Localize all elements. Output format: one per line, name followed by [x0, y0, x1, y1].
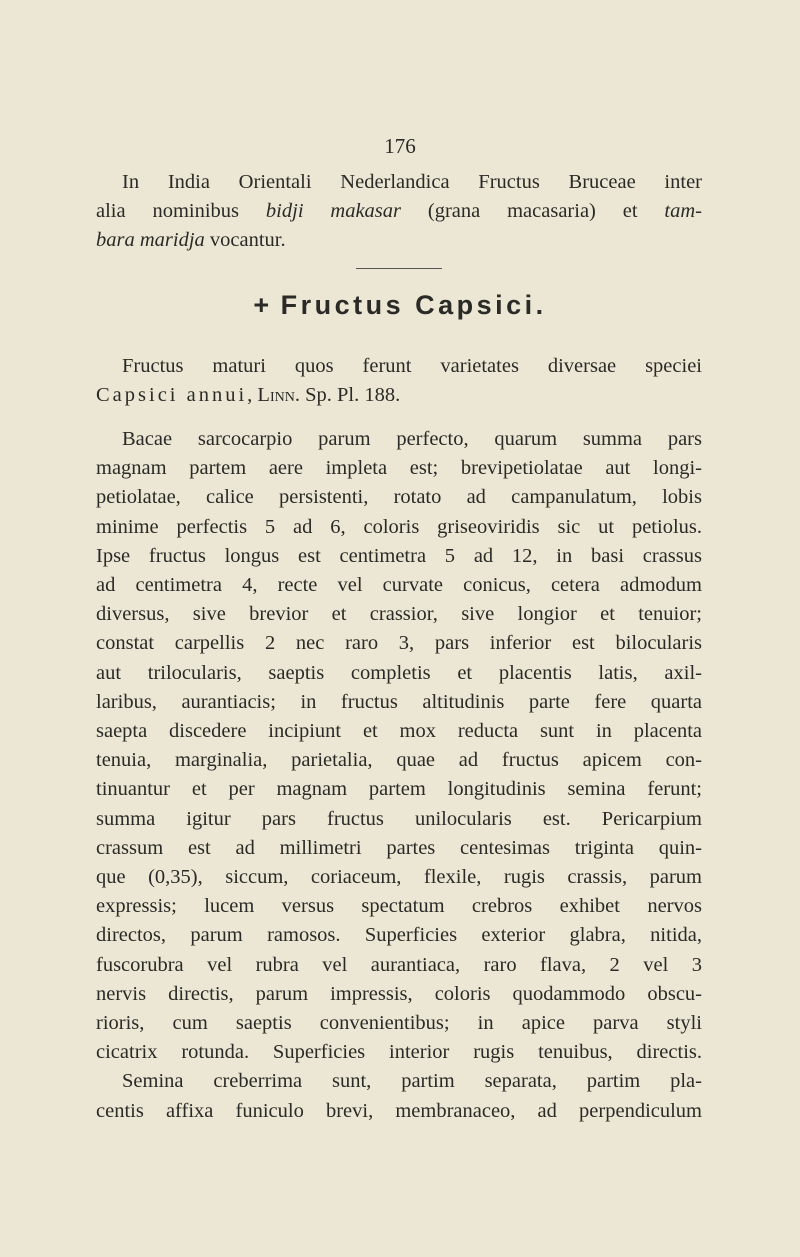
text-segment: bidji makasar	[265, 200, 401, 223]
text-segment: diversus, sive brevior et crassior, sive longior et tenuior;	[96, 603, 702, 626]
text-line	[96, 454, 702, 483]
text-segment: nervis directis, parum impressis, coloris quodammodo obscu-	[96, 982, 702, 1005]
text-segment: ,	[247, 384, 258, 407]
text-segment: Semina creberrima sunt, partim separata, partim pla-	[122, 1070, 702, 1093]
text-line	[96, 892, 702, 921]
section-heading	[0, 290, 800, 321]
text-line	[96, 775, 702, 804]
paragraph-1	[96, 352, 702, 410]
text-line	[96, 1038, 702, 1067]
text-line	[96, 980, 702, 1009]
text-segment: Sp. Pl. 188.	[299, 384, 401, 407]
intro-paragraph	[96, 168, 702, 256]
text-segment: fuscorubra vel rubra vel aurantiaca, raro flava, 2 vel 3	[96, 953, 702, 976]
text-line	[96, 1067, 702, 1096]
text-line	[96, 168, 702, 197]
text-segment: tam-	[664, 200, 702, 223]
text-line	[96, 571, 702, 600]
text-line	[96, 381, 702, 410]
dagger-cross-icon: +	[253, 290, 273, 320]
text-segment: que (0,35), siccum, coriaceum, flexile, rugis crassis, parum	[96, 866, 702, 889]
text-segment: bara maridja	[96, 229, 205, 252]
text-segment: vocantur.	[204, 229, 286, 252]
text-segment: tinuantur et per magnam partem longitudinis semina ferunt;	[96, 778, 702, 801]
text-segment: rioris, cum saeptis convenientibus; in apice parva styli	[96, 1012, 702, 1035]
text-segment: Fructus maturi quos ferunt varietates diversae speciei	[122, 355, 702, 377]
heading-title: Fructus Capsici.	[280, 290, 547, 320]
text-line	[96, 1097, 702, 1126]
text-segment: In India Orientali Nederlandica Fructus Bruceae inter	[122, 171, 702, 193]
text-segment: expressis; lucem versus spectatum crebros exhibet nervos	[96, 895, 702, 918]
text-segment: petiolatae, calice persistenti, rotato ad campanulatum, lobis	[96, 486, 702, 509]
text-line	[96, 863, 702, 892]
text-segment: Linn.	[257, 384, 300, 407]
text-segment: laribus, aurantiacis; in fructus altitudinis parte fere quarta	[96, 690, 702, 713]
text-segment: Bacae sarcocarpio parum perfecto, quarum summa pars	[122, 428, 702, 450]
text-line	[96, 659, 702, 688]
text-segment: alia nominibus	[96, 200, 266, 223]
text-segment: ad centimetra 4, recte vel curvate conicus, cetera admodum	[96, 574, 702, 597]
text-line	[96, 921, 702, 950]
text-line	[96, 834, 702, 863]
text-line	[96, 226, 702, 255]
text-line	[96, 483, 702, 512]
text-line	[96, 746, 702, 775]
text-line	[96, 805, 702, 834]
text-line	[96, 717, 702, 746]
text-segment: crassum est ad millimetri partes centesimas triginta quin-	[96, 836, 702, 859]
text-segment: centis affixa funiculo brevi, membranaceo, ad perpendiculum	[96, 1099, 702, 1122]
text-line	[96, 600, 702, 629]
text-segment: magnam partem aere impleta est; brevipetiolatae aut longi-	[96, 457, 702, 480]
text-line	[96, 629, 702, 658]
text-line	[96, 1009, 702, 1038]
paragraph-2	[96, 425, 702, 1126]
text-line	[96, 197, 702, 226]
text-segment: tenuia, marginalia, parietalia, quae ad fructus apicem con-	[96, 749, 702, 772]
text-segment: (grana macasaria) et	[401, 200, 665, 223]
text-segment: directos, parum ramosos. Superficies exterior glabra, nitida,	[96, 924, 702, 947]
text-segment: Ipse fructus longus est centimetra 5 ad 12, in basi crassus	[96, 544, 702, 567]
text-line	[96, 542, 702, 571]
text-segment: constat carpellis 2 nec raro 3, pars inferior est bilocularis	[96, 632, 702, 655]
text-segment: aut trilocularis, saeptis completis et placentis latis, axil-	[96, 661, 702, 684]
text-segment: saepta discedere incipiunt et mox reducta sunt in placenta	[96, 720, 702, 743]
text-segment: minime perfectis 5 ad 6, coloris griseoviridis sic ut petiolus.	[96, 515, 702, 538]
text-line	[96, 425, 702, 454]
text-segment: summa igitur pars fructus unilocularis est. Pericarpium	[96, 807, 702, 830]
text-segment: Capsici annui	[96, 384, 248, 407]
text-line	[96, 951, 702, 980]
section-divider	[356, 268, 442, 269]
page-number: 176	[384, 134, 416, 158]
text-line	[96, 688, 702, 717]
text-line	[96, 352, 702, 381]
text-segment: cicatrix rotunda. Superficies interior rugis tenuibus, directis.	[96, 1041, 702, 1064]
text-line	[96, 513, 702, 542]
